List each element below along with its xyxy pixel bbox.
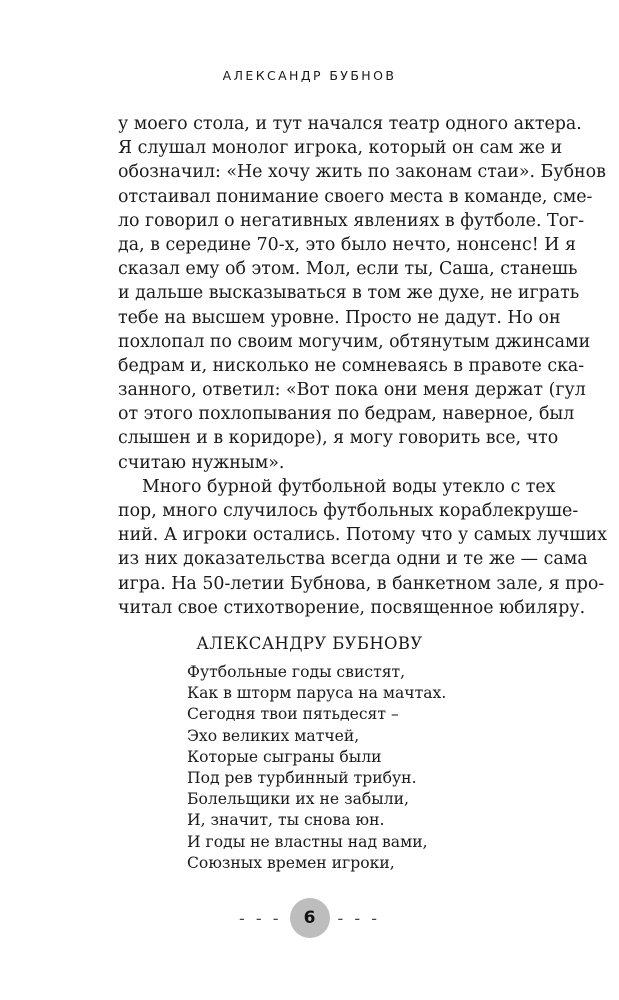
poem-line: Союзных времен игроки, [187, 853, 395, 872]
body-text [118, 112, 607, 620]
text-line: и дальше высказываться в том же духе, не играть [118, 283, 580, 304]
paragraph-2 [118, 475, 607, 620]
page-number: 6 [290, 898, 330, 938]
text-line: ло говорил о негативных явлениях в футболе. Тог- [118, 210, 585, 231]
poem-line: Сегодня твои пятьдесят – [187, 705, 399, 724]
text-line: читал свое стихотворение, посвященное юбиляру. [118, 597, 586, 618]
text-line: пор, много случилось футбольных кораблекруше- [118, 501, 579, 521]
running-header: АЛЕКСАНДР БУБНОВ [222, 68, 397, 83]
poem-line: Которые сыграны были [187, 747, 382, 766]
poem-line: И, значит, ты снова юн. [187, 811, 385, 830]
left-dashes: - - - [239, 908, 282, 928]
text-line: обозначил: «Не хочу жить по законам стаи». Бубнов [118, 162, 606, 183]
text-line: Много бурной футбольной воды утекло с тех [142, 476, 556, 497]
text-line: игра. На 50-летии Бубнова, в банкетном зале, я про- [118, 573, 605, 594]
paragraph-1 [118, 112, 606, 475]
poem-line: Болельщики их не забыли, [187, 790, 409, 809]
poem-line: И годы не властны над вами, [187, 832, 428, 851]
text-line: слышен и в коридоре), я могу говорить все, что [118, 428, 559, 449]
text-line: да, в середине 70-х, это было нечто, нонсенс! И я [118, 234, 576, 255]
text-line: от этого похлопывания по бедрам, наверное, был [118, 404, 575, 425]
poem-line: Эхо великих матчей, [187, 726, 360, 745]
text-line: отстаивал понимание своего места в команде, сме- [118, 186, 593, 207]
page-footer [0, 897, 619, 939]
text-line: тебе на высшем уровне. Просто не дадут. Но он [118, 307, 561, 328]
text-line: похлопал по своим могучим, обтянутым джинсами [118, 331, 591, 352]
text-line: у моего стола, и тут начался театр одного актера. [118, 114, 582, 134]
poem-line: Футбольные годы свистят, [187, 663, 406, 681]
text-line: бедрам и, нисколько не сомневаясь в правоте ска- [118, 355, 585, 376]
text-line: считаю нужным». [118, 452, 285, 473]
text-line: занного, ответил: «Вот пока они меня держат (гул [118, 380, 586, 401]
text-line: Я слушал монолог игрока, который он сам же и [118, 138, 563, 159]
poem-line: Под рев турбинный трибун. [187, 768, 417, 787]
text-line: ний. А игроки остались. Потому что у самых лучших [118, 525, 607, 546]
text-line: сказал ему об этом. Мол, если ты, Саша, станешь [118, 259, 578, 280]
poem-title: АЛЕКСАНДРУ БУБНОВУ [196, 634, 423, 653]
poem [187, 662, 446, 874]
text-line: из них доказательства всегда одни и те же — сама [118, 549, 588, 570]
right-dashes: - - - [337, 908, 380, 928]
poem-line: Как в шторм паруса на мачтах. [187, 684, 447, 703]
